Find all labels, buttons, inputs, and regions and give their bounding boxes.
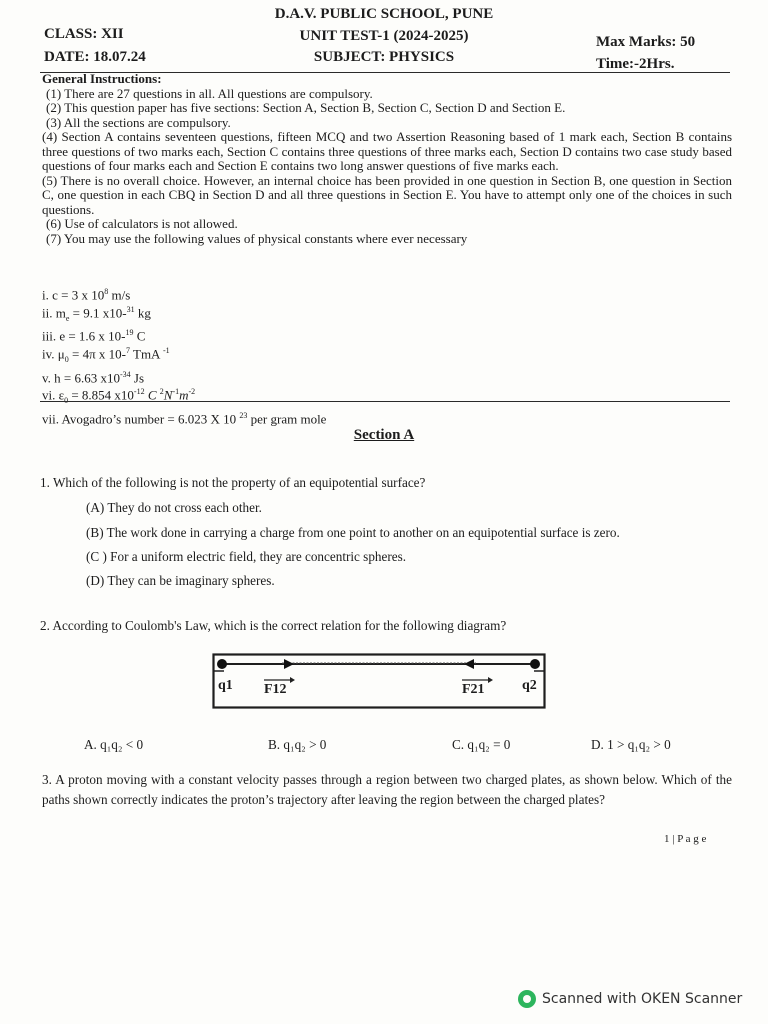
label-q1: q1: [218, 678, 233, 693]
charge-q1-dot: [217, 659, 227, 669]
instruction-item: (5) There is no overall choice. However, an internal choice has been provided in one question in Section B, one question in Section C, one question in each CBQ in Section D and all three questions in Section E. You have to attempt only one of the choices in such questions.: [42, 172, 732, 217]
question-2: 2. According to Coulomb's Law, which is the correct relation for the following diagram?: [40, 618, 507, 633]
subject: SUBJECT: PHYSICS: [313, 49, 455, 65]
question-3: 3. A proton moving with a constant velocity passes through a region between two charged plates, as shown below. Which of the paths shown correctly indicates the proton’s trajectory after leaving the region between the charged plates?: [42, 772, 732, 807]
page-number: 1 | P a g e: [664, 833, 707, 845]
label-q2: q2: [522, 678, 537, 693]
arrow-right: [284, 659, 294, 669]
question-1: 1. Which of the following is not the property of an equipotential surface?: [40, 475, 426, 490]
constants-list: [42, 285, 326, 427]
q2-option-b: B. q₁q₂ > 0: [268, 737, 327, 752]
instruction-item: (6) Use of calculators is not allowed.: [46, 216, 238, 231]
scanner-text: Scanned with OKEN Scanner: [542, 991, 743, 1007]
general-instructions: [42, 72, 732, 246]
q1-option-a: (A) They do not cross each other.: [86, 500, 262, 515]
label-f21: F21: [462, 682, 485, 697]
vector-head-f21: [488, 677, 493, 683]
diagram-frame: [214, 655, 545, 708]
instruction-item: (3) All the sections are compulsory.: [46, 114, 231, 130]
class-label: CLASS: XII: [44, 26, 124, 42]
q2-option-a: A. q₁q₂ < 0: [84, 737, 144, 752]
time-label: Time:-2Hrs.: [596, 56, 675, 72]
q1-option-d: (D) They can be imaginary spheres.: [86, 573, 275, 588]
max-marks: Max Marks: 50: [596, 34, 696, 50]
constant-h: v. h = 6.63 $x10^{-34}$ Js: [42, 369, 145, 385]
instruction-item: (4) Section A contains seventeen questions, fifteen MCQ and two Assertion Reasoning based of 1 mark each, Section B contains three questions of two marks each, Section C contains three questions of three marks each, Section D contains two case study based questions of four marks each and Section E contains two long answer questions of five marks each.: [42, 129, 732, 173]
constant-c: i. c = 3 x $10^8$ m/s: [42, 287, 131, 303]
date-label: DATE: 18.07.24: [44, 49, 146, 65]
section-title: Section A: [353, 427, 415, 443]
constant-mu0: iv. $\mu_0 = 4\pi$ x 10-$^7$ TmA $^{-1}$: [42, 346, 170, 364]
constant-avogadro: vii. Avogadro’s number = 6.023 X 10 $^{23}$ per gram mole: [42, 410, 327, 427]
scanner-watermark: [518, 990, 742, 1008]
coulomb-diagram-svg: [212, 653, 546, 709]
constant-e: iii. e = 1.6 x 10-$^{19}$ C: [42, 328, 146, 344]
vector-head-f12: [290, 677, 295, 683]
instruction-item: (7) You may use the following values of physical constants where ever necessary: [46, 230, 468, 246]
test-name: UNIT TEST-1 (2024-2025): [299, 28, 469, 44]
label-f12: F12: [264, 682, 287, 697]
instruction-item: (2) This question paper has five sections: Section A, Section B, Section C, Section D and Section E.: [46, 100, 566, 115]
coulomb-diagram: [212, 653, 546, 709]
instructions-rule: [40, 401, 730, 402]
instructions-title: General Instructions:: [42, 71, 162, 86]
scanner-logo-icon: [518, 990, 536, 1008]
constant-me: ii. $m_e = 9.1$ x10-$^{31}$ kg: [42, 304, 151, 323]
arrow-left: [464, 659, 474, 669]
q2-option-c: C. q₁q₂ = 0: [452, 737, 511, 752]
constant-eps0: vi. $\varepsilon_0 = 8.854$ $x10^{-12}$ C $^2N^{-1}m^{-2}$: [42, 387, 196, 406]
q1-option-b: (B) The work done in carrying a charge from one point to another on an equipotential surface is zero.: [86, 525, 620, 540]
charge-q2-dot: [530, 659, 540, 669]
q1-option-c: (C ) For a uniform electric field, they are concentric spheres.: [86, 549, 407, 564]
school-name: D.A.V. PUBLIC SCHOOL, PUNE: [274, 6, 494, 22]
instruction-item: (1) There are 27 questions in all. All questions are compulsory.: [46, 85, 373, 101]
q2-option-d: D. 1 > q₁q₂ > 0: [591, 737, 671, 752]
